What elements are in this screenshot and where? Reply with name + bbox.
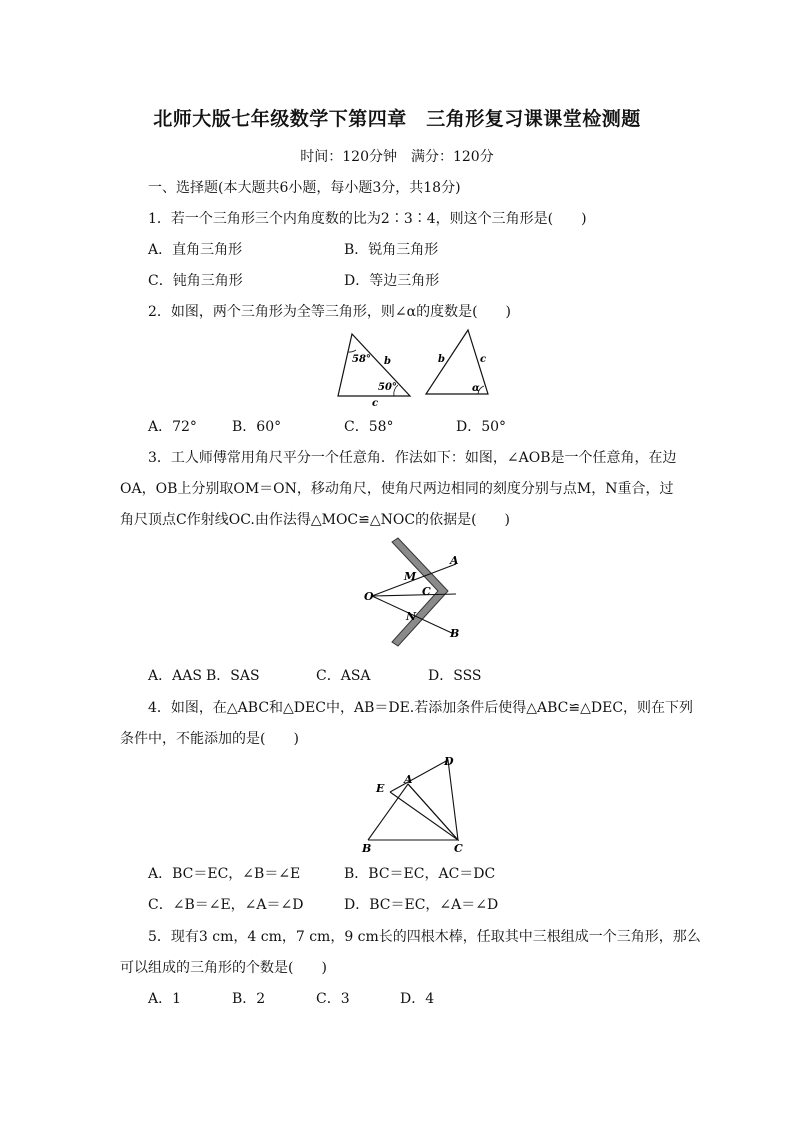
section-heading: 一、选择题(本大题共6小题，每小题3分，共18分) bbox=[148, 180, 461, 196]
question-2-option-a: A．72° bbox=[148, 419, 197, 435]
question-5-option-d: D．4 bbox=[400, 991, 435, 1007]
label-c-right: c bbox=[480, 354, 487, 365]
question-1-option-b: B．锐角三角形 bbox=[344, 242, 439, 258]
question-3-stem-line3: 角尺顶点C作射线OC.由作法得△MOC≌△NOC的依据是( ) bbox=[120, 512, 511, 528]
label-angle-50: 50° bbox=[378, 382, 397, 393]
question-5-option-a: A．1 bbox=[148, 991, 182, 1007]
question-3-option-d: D．SSS bbox=[428, 668, 482, 684]
label-B: B bbox=[450, 627, 460, 640]
question-4-option-c: C．∠B＝∠E，∠A＝∠D bbox=[148, 897, 304, 913]
question-4-stem-line2: 条件中，不能添加的是( ) bbox=[120, 731, 299, 747]
question-2-figure bbox=[334, 328, 494, 408]
label-alpha: α bbox=[472, 383, 480, 394]
document-subtitle: 时间：120分钟 满分：120分 bbox=[300, 149, 494, 165]
document-title: 北师大版七年级数学下第四章 三角形复习课课堂检测题 bbox=[153, 108, 641, 130]
question-3-stem-line1: 3．工人师傅常用角尺平分一个任意角．作法如下：如图，∠AOB是一个任意角，在边 bbox=[148, 450, 677, 466]
label-A: A bbox=[404, 773, 413, 786]
question-4-option-b: B．BC＝EC，AC＝DC bbox=[344, 866, 496, 882]
triangle-left bbox=[338, 334, 410, 396]
question-2-option-d: D．50° bbox=[456, 419, 507, 435]
question-5-option-b: B．2 bbox=[232, 991, 266, 1007]
label-E: E bbox=[376, 782, 385, 795]
label-N: N bbox=[406, 610, 417, 623]
question-3-option-c: C．ASA bbox=[316, 668, 371, 684]
question-5-stem-line1: 5．现有3 cm，4 cm，7 cm，9 cm长的四根木棒，任取其中三根组成一个三角形，那么 bbox=[148, 929, 701, 945]
question-2-option-b: B．60° bbox=[232, 419, 282, 435]
label-angle-58: 58° bbox=[352, 354, 371, 365]
question-3-stem-line2: OA，OB上分别取OM＝ON，移动角尺，使角尺两边相同的刻度分别与点M，N重合，过 bbox=[120, 481, 674, 497]
question-4-option-a: A．BC＝EC，∠B＝∠E bbox=[148, 866, 301, 882]
question-4-figure bbox=[360, 754, 470, 854]
question-3-option-a: A．AAS bbox=[148, 668, 202, 684]
label-b-left: b bbox=[384, 356, 391, 367]
question-2-stem: 2．如图，两个三角形为全等三角形，则∠α的度数是( ) bbox=[148, 304, 512, 320]
label-C: C bbox=[454, 842, 463, 854]
question-4-stem-line1: 4．如图，在△ABC和△DEC中，AB＝DE.若添加条件后使得△ABC≌△DEC，则在下列 bbox=[148, 700, 694, 716]
label-b-right: b bbox=[438, 354, 445, 365]
question-2-option-c: C．58° bbox=[344, 419, 394, 435]
question-3-figure bbox=[362, 536, 472, 654]
label-D: D bbox=[444, 755, 454, 768]
question-1-option-c: C．钝角三角形 bbox=[148, 273, 243, 289]
label-A: A bbox=[450, 554, 459, 567]
question-1-option-a: A．直角三角形 bbox=[148, 242, 243, 258]
carpenter-square bbox=[392, 538, 448, 646]
label-C: C bbox=[422, 585, 431, 598]
label-O: O bbox=[364, 590, 374, 603]
question-5-option-c: C．3 bbox=[316, 991, 350, 1007]
question-1-option-d: D．等边三角形 bbox=[344, 273, 440, 289]
question-3-option-b: B．SAS bbox=[206, 668, 260, 684]
label-c-left: c bbox=[372, 398, 379, 408]
label-M: M bbox=[404, 570, 417, 583]
label-B: B bbox=[362, 842, 372, 854]
question-1-stem: 1．若一个三角形三个内角度数的比为2∶3∶4，则这个三角形是( ) bbox=[148, 211, 587, 227]
question-4-option-d: D．BC＝EC，∠A＝∠D bbox=[344, 897, 499, 913]
question-5-stem-line2: 可以组成的三角形的个数是( ) bbox=[120, 960, 327, 976]
